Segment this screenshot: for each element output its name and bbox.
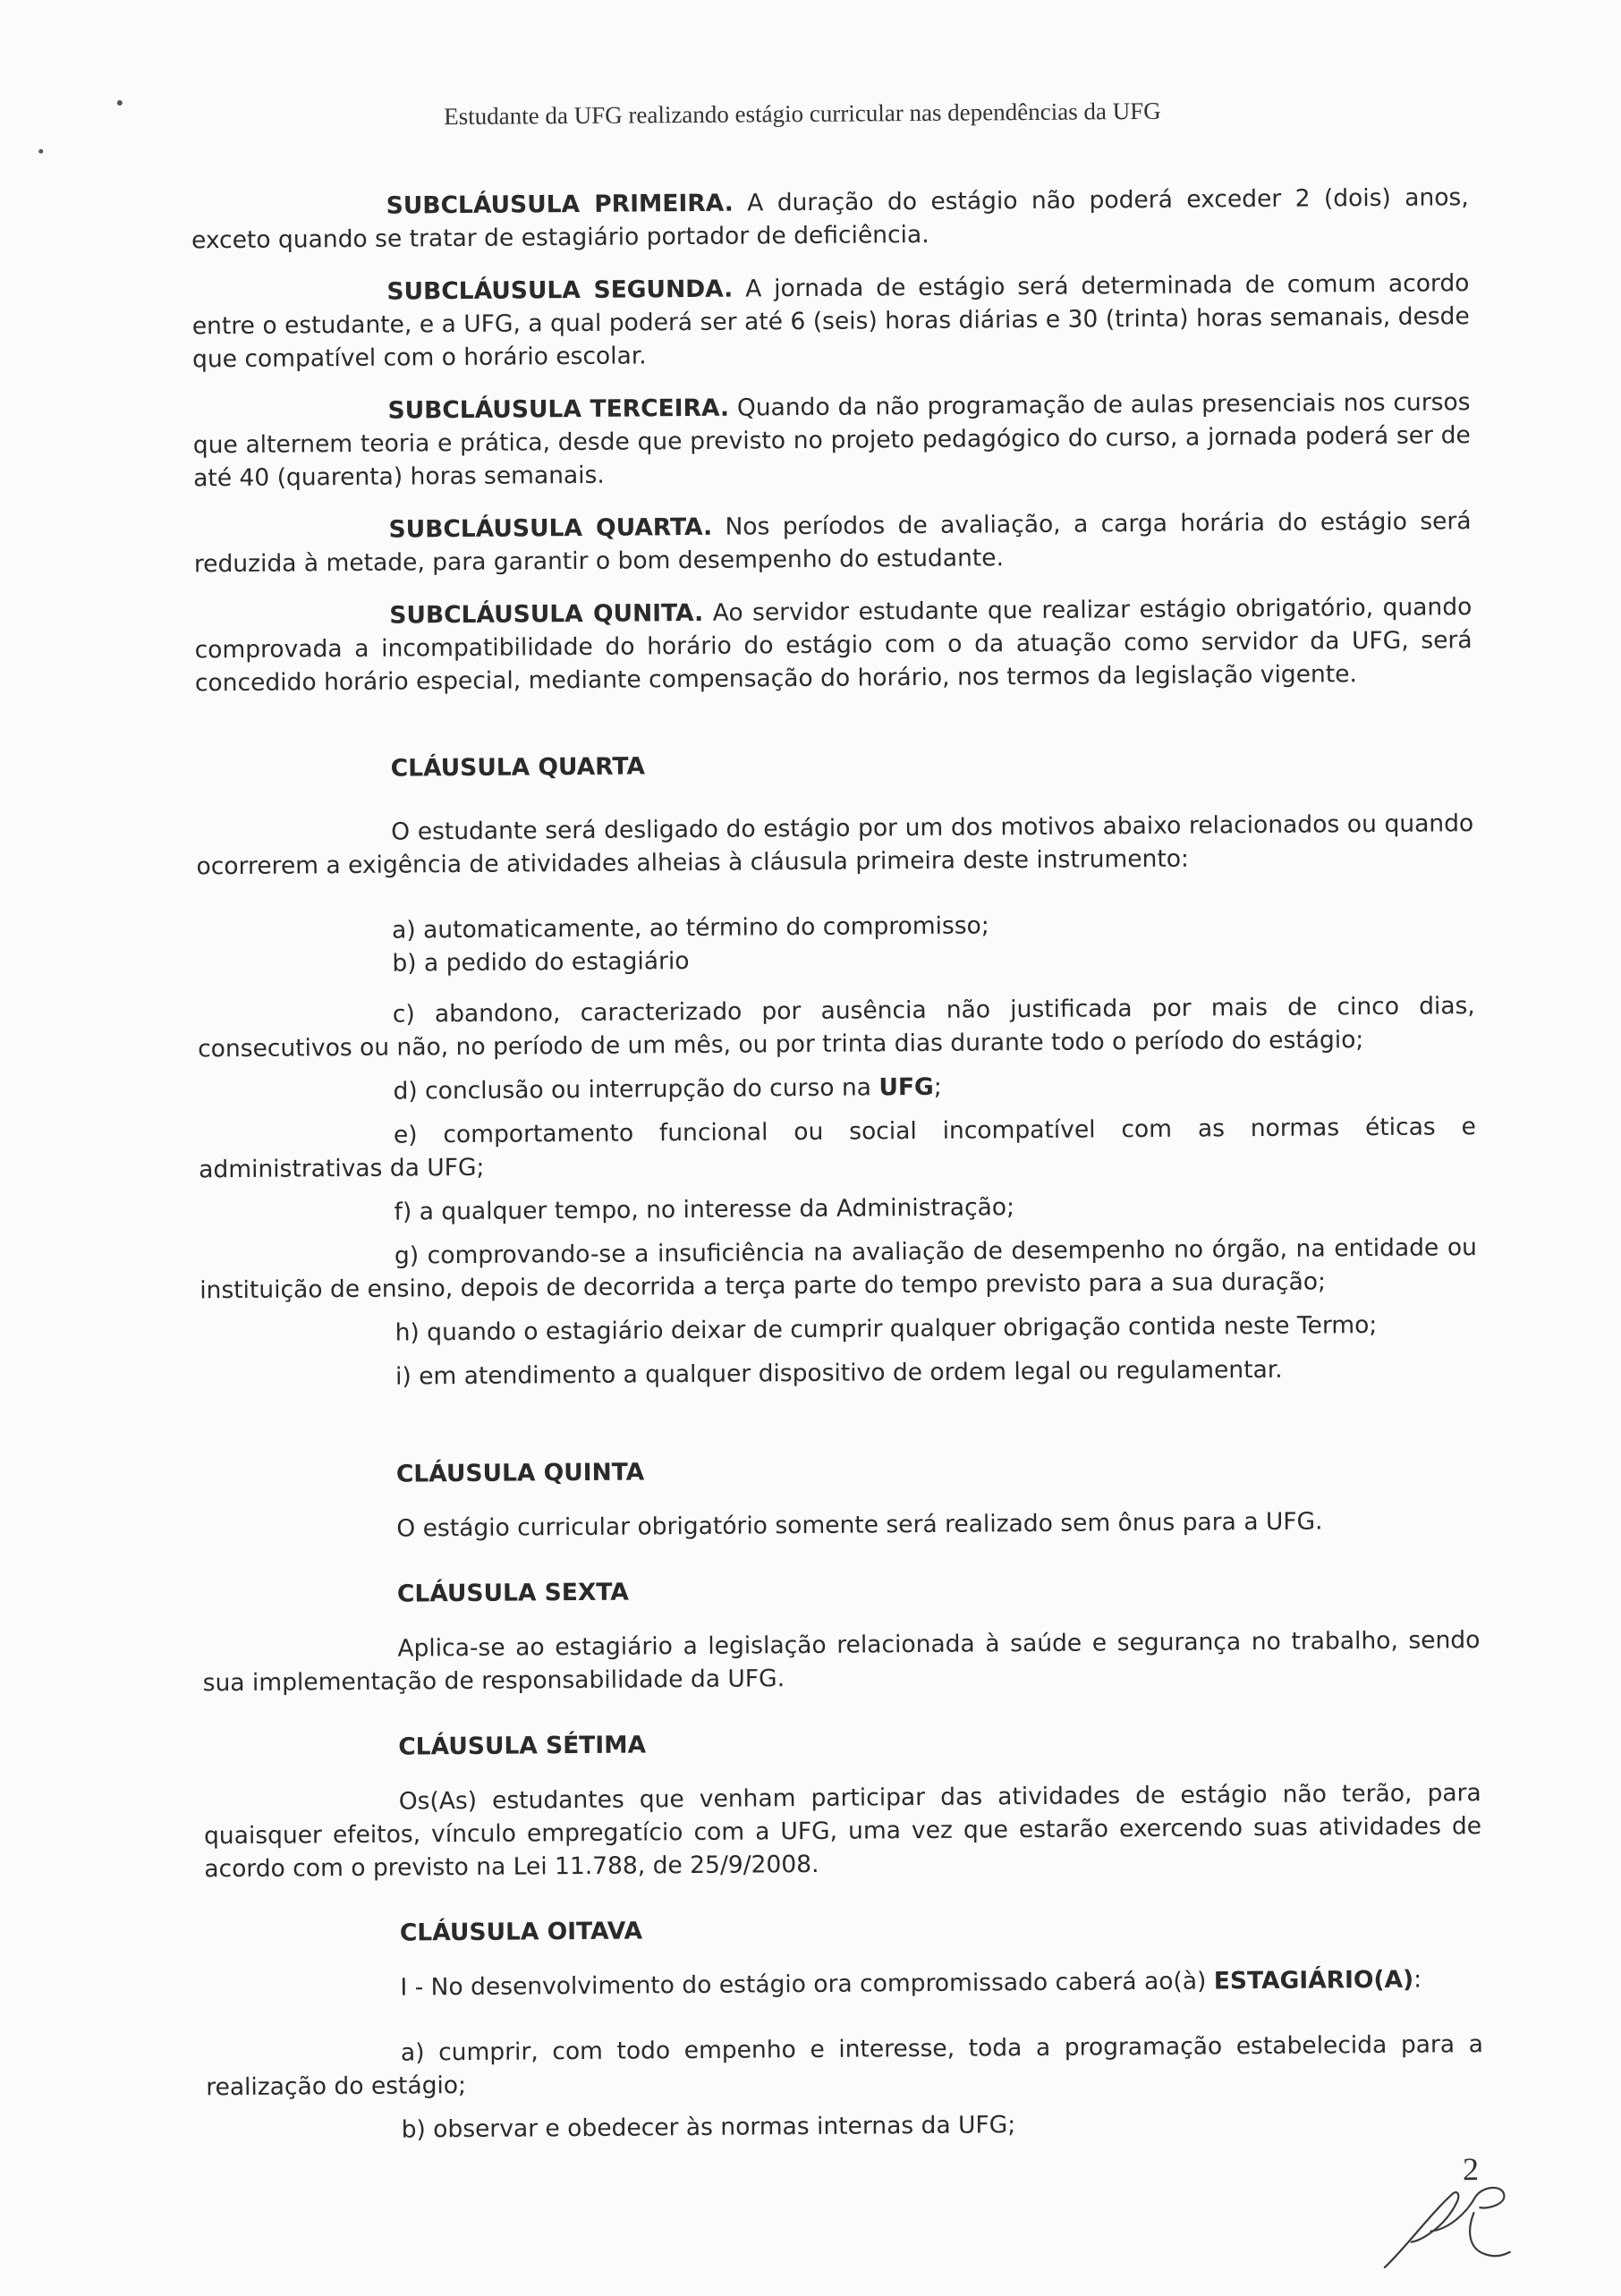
scan-speck bbox=[38, 149, 43, 154]
document-body bbox=[191, 181, 1484, 2148]
oitava-item-b: b) observar e obedecer às normas internas da UFG; bbox=[401, 2111, 1016, 2144]
clausula-setima-text: Os(As) estudantes que venham participar das atividades de estágio não terão, para quaisquer efeitos, vínculo empregatício com a UFG, uma vez que estarão exercendo suas atividades de acordo com o previsto na Lei 11.788, de 25/9/2008. bbox=[203, 1779, 1482, 1884]
clausula-quarta-title: CLÁUSULA QUARTA bbox=[390, 752, 646, 783]
running-header: Estudante da UFG realizando estágio curricular nas dependências da UFG bbox=[444, 97, 1161, 131]
list-item-d: d) conclusão ou interrupção do curso na UFG; bbox=[393, 1072, 942, 1106]
subclausula-terceira: SUBCLÁUSULA TERCEIRA. Quando da não programação de aulas presenciais nos cursos que alternem teoria e prática, desde que previsto no projeto pedagógico do curso, a jornada poderá ser de até 40 (quarenta) horas semanais. bbox=[192, 388, 1471, 493]
list-item-g: g) comprovando-se a insuficiência na avaliação de desempenho no órgão, na entidade ou instituição de ensino, depois de decorrida a terça parte do tempo previsto para a sua duração; bbox=[199, 1233, 1478, 1305]
subclausula-primeira: SUBCLÁUSULA PRIMEIRA. A duração do estágio não poderá exceder 2 (dois) anos, exceto quando se tratar de estagiário portador de deficiência. bbox=[191, 183, 1469, 255]
subclausula-segunda: SUBCLÁUSULA SEGUNDA. A jornada de estágio será determinada de comum acordo entre o estudante, e a UFG, a qual poderá ser até 6 (seis) horas diárias e 30 (trinta) horas semanais, desde que compatível com o horário escolar. bbox=[191, 269, 1470, 374]
clausula-quinta-title: CLÁUSULA QUINTA bbox=[395, 1458, 645, 1488]
clausula-quarta-intro: O estudante será desligado do estágio por um dos motivos abaixo relacionados ou quando ocorrerem a exigência de atividades alheias à cláusula primeira deste instrumento: bbox=[196, 809, 1474, 881]
clausula-oitava-intro: I - No desenvolvimento do estágio ora compromissado caberá ao(à) ESTAGIÁRIO(A): bbox=[400, 1965, 1422, 2002]
page-number: 2 bbox=[1462, 2151, 1480, 2188]
list-item-f: f) a qualquer tempo, no interesse da Administração; bbox=[394, 1193, 1015, 1226]
clausula-oitava-title: CLÁUSULA OITAVA bbox=[399, 1917, 643, 1947]
list-item-h: h) quando o estagiário deixar de cumprir qualquer obrigação contida neste Termo; bbox=[395, 1310, 1378, 1347]
subclausula-quarta: SUBCLÁUSULA QUARTA. Nos períodos de avaliação, a carga horária do estágio será reduzida à metade, para garantir o bom desempenho do estudante. bbox=[193, 507, 1472, 579]
clausula-quinta-text: O estágio curricular obrigatório somente será realizado sem ônus para a UFG. bbox=[396, 1507, 1323, 1543]
clausula-setima-title: CLÁUSULA SÉTIMA bbox=[398, 1731, 647, 1761]
list-item-i: i) em atendimento a qualquer dispositivo de ordem legal ou regulamentar. bbox=[395, 1355, 1283, 1391]
list-item-a: a) automaticamente, ao término do compromisso; bbox=[391, 911, 989, 945]
clausula-sexta-text: Aplica-se ao estagiário a legislação relacionada à saúde e segurança no trabalho, sendo sua implementação de responsabilidade da UFG. bbox=[202, 1626, 1481, 1698]
list-item-e: e) comportamento funcional ou social incompatível com as normas éticas e administrativas da UFG; bbox=[199, 1113, 1476, 1184]
initials-signature bbox=[1368, 2177, 1530, 2276]
list-item-c: c) abandono, caracterizado por ausência não justificada por mais de cinco dias, consecutivos ou não, no período de um mês, ou por trinta dias durante todo o período do estágio; bbox=[198, 992, 1475, 1063]
list-item-b: b) a pedido do estagiário bbox=[392, 947, 690, 978]
oitava-item-a: a) cumprir, com todo empenho e interesse, toda a programação estabelecida para a realização do estágio; bbox=[206, 2030, 1484, 2102]
subclausula-quinta: SUBCLÁUSULA QUNITA. Ao servidor estudante que realizar estágio obrigatório, quando comprovada a incompatibilidade do horário do estágio com o da atuação como servidor da UFG, será concedido horário especial, mediante compensação do horário, nos termos da legislação vigente. bbox=[194, 593, 1472, 698]
clausula-sexta-title: CLÁUSULA SEXTA bbox=[396, 1578, 629, 1608]
